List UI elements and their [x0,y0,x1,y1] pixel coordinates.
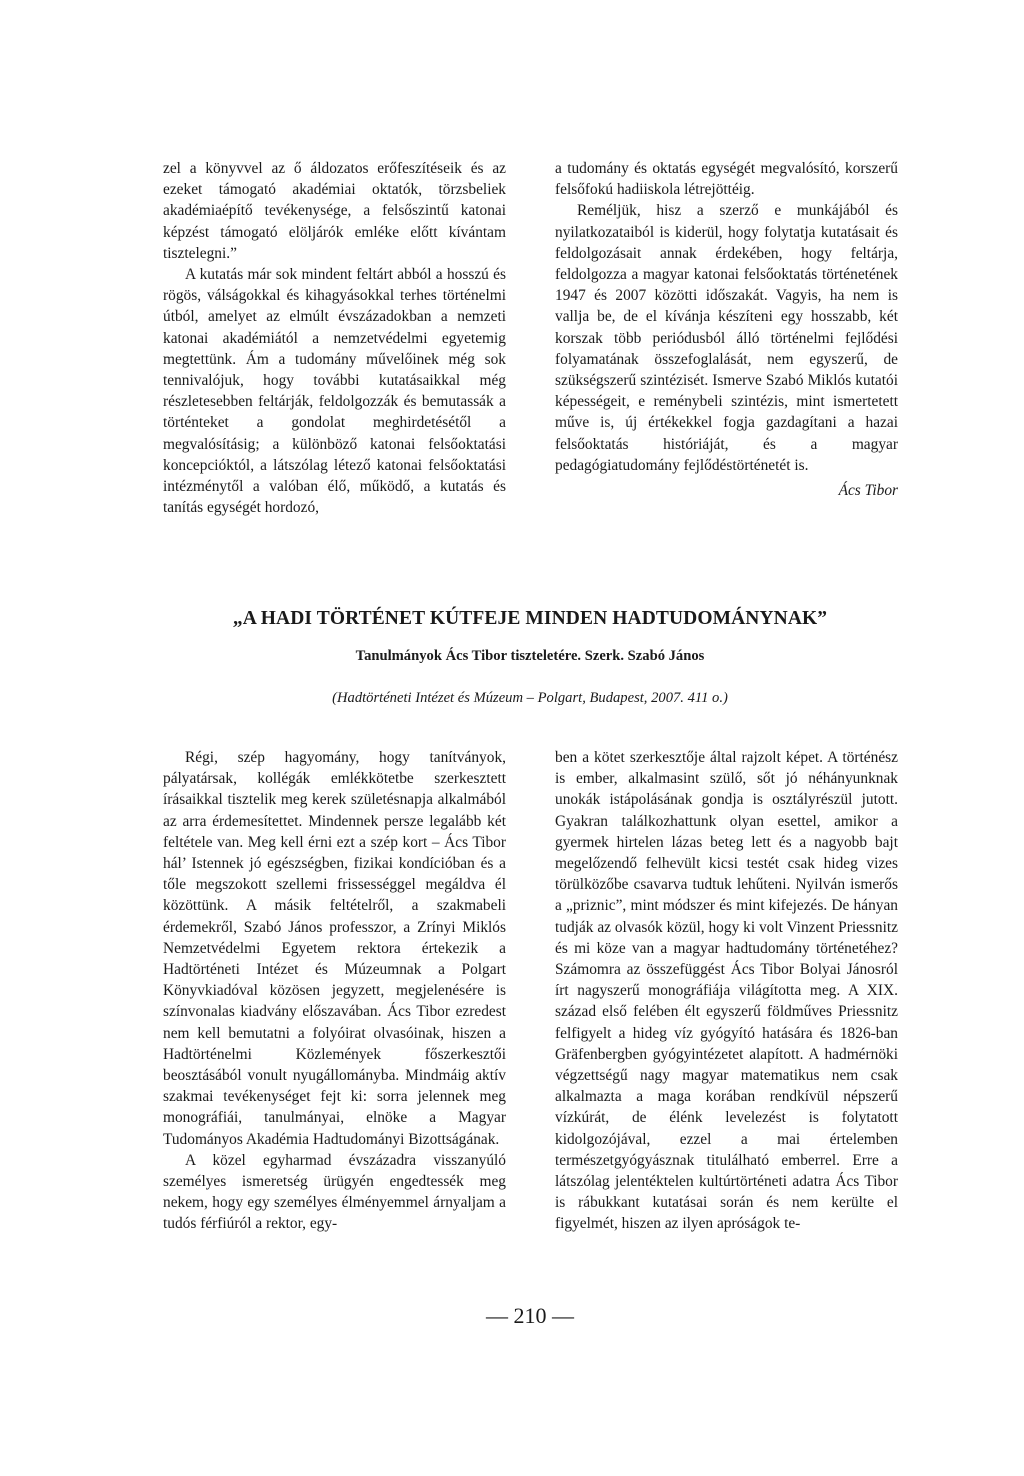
bottom-right-column [555,747,898,1235]
top-right-column [555,158,898,501]
paragraph: a tudomány és oktatás egységét megvalósító, korszerű felsőfokú hadiiskola létrejöttéig. [555,160,898,199]
paragraph: ben a kötet szerkesztője által rajzolt képet. A történész is ember, alkalmasint szülő, sőt jó néhányunknak unokák istápolásának gondja is osztályrészül jutott. Gyakran találkozhattunk olyan esettel, amikor a gyermek hirtelen lázas beteg lett és a nagyobb bajt megelőzendő felhevült kicsi testét csak hideg vizes törülközőbe csavarva tudtuk lehűteni. Nyilván ismerős a „priznic”, mint módszer és mint kifejezés. De hányan tudják az olvasók közül, hogy ki volt Vinzent Priessnitz és mi köze van a magyar hadtudomány történetéhez? Számomra az összefüggést Ács Tibor Bolyai Jánosról írt nagyszerű monográfiája világította meg. A XIX. század első felében élt egyszerű földműves Priessnitz felfigyelt a hideg víz gyógyító hatására és 1826-ban Gräfenbergben gyógyintézetet alapított. A hadmérnöki végzettségű nagy magyar matematikus nem csak alkalmazta a maga korában rendkívül népszerű vízkúrát, de élénk levelezést is folytatott kidolgozójával, ezzel a mai értelemben természetgyógyásznak titulálható emberrel. Erre a látszólag jelentéktelen kultúrtörténeti adatra Ács Tibor is rábukkant kutatásai során és nem kerülte el figyelmét, hiszen az ilyen apróságok te- [555,749,898,1233]
page-number: — 210 — [486,1303,574,1328]
paragraph: A közel egyharmad évszázadra visszanyúló személyes ismeretség ürügyén engedtessék meg nekem, hogy egy személyes élményemmel árnyaljam a tudós férfiúról a rektor, egy- [163,1151,506,1233]
paragraph: Reméljük, hisz a szerző e munkájából és nyilatkozataiból is kiderül, hogy folytatja kutatásait és feldolgozásait annak érdekében, hogy feltárja, feldolgozza a magyar katonai felsőoktatás történetének 1947 és 2007 közötti időszakát. Vagyis, ha nem is vallja be, de el kívánja készíteni egy hosszabb, két korszak több periódusból álló történelmi fejlődési folyamatának összefoglalását, nem egyszerű, de szükségszerű szintézisét. Ismerve Szabó Miklós kutatói képességeit, e reménybeli szintézis, mint ismertetett műve is, új értékekkel fogja gazdagítani a hazai felsőoktatás históriáját, és a magyar pedagógiatudomány fejlődéstörténetét is. [555,202,898,474]
bottom-left-column [163,747,506,1235]
top-left-column [163,158,506,518]
paragraph: Régi, szép hagyomány, hogy tanítványok, pályatársak, kollégák emlékkötetbe szerkesztett írásaikkal tisztelik meg kerek születésnapja alkalmából az arra érdemesítettet. Mindennek persze legalább két feltétele van. Meg kell érni ezt a szép kort – Ács Tibor hál’ Istennek jó egészségben, fizikai kondícióban és a tőle megszokott szellemi frissességgel megáldva él közöttünk. A másik feltételről, a szakmabeli érdemekről, Szabó János professzor, a Zrínyi Miklós Nemzetvédelmi Egyetem rektora értekezik a Hadtörténeti Intézet és Múzeumnak a Polgart Könyvkiadóval közösen jegyzett, megjelenésére is színvonalas kiadvány előszavában. Ács Tibor ezredest nem kell bemutatni a folyóirat olvasóinak, hiszen a Hadtörténelmi Közlemények főszerkesztői beosztásából vonult nyugállományba. Mindmáig aktív szakmai tevékenységet fejt ki: sorra jelennek meg monográfiái, tanulmányai, elnöke a Magyar Tudományos Akadémia Hadtudományi Bizottságának. [163,749,506,1148]
author-signature: Ács Tibor [838,482,898,500]
review-subtitle: Tanulmányok Ács Tibor tiszteletére. Szerk. Szabó János [355,648,705,664]
review-title: „A HADI TÖRTÉNET KÚTFEJE MINDEN HADTUDOMÁNYNAK” [232,608,828,629]
paragraph: zel a könyvvel az ő áldozatos erőfeszítéseik és az ezeket támogató akadémiai oktatók, törzsbeliek akadémiaépítő tevékenysége, a felsőszintű katonai képzést támogató elöljárók emléke előtt kívántam tisztelegni.” [163,160,506,262]
paragraph: A kutatás már sok mindent feltárt abból a hosszú és rögös, válságokkal és kihagyásokkal terhes történelmi útból, amelyet az elmúlt évszázadokban a nemzeti katonai akadémiától a nemzetvédelmi egyetemig megtettünk. Ám a tudomány művelőinek még sok tennivalójuk, hogy további kutatásaikkal még részletesebben feltárják, feldolgozzák és bemutassák a történteket a gondolat meghirdetésétől a megvalósításig; a különböző katonai felsőoktatási koncepcióktól, a látszólag létező katonai felsőoktatási intézménytől a valóban élő, működő, a kutatás és tanítás egységét hordozó, [163,266,506,517]
publication-info: (Hadtörténeti Intézet és Múzeum – Polgart, Budapest, 2007. 411 o.) [332,690,728,706]
